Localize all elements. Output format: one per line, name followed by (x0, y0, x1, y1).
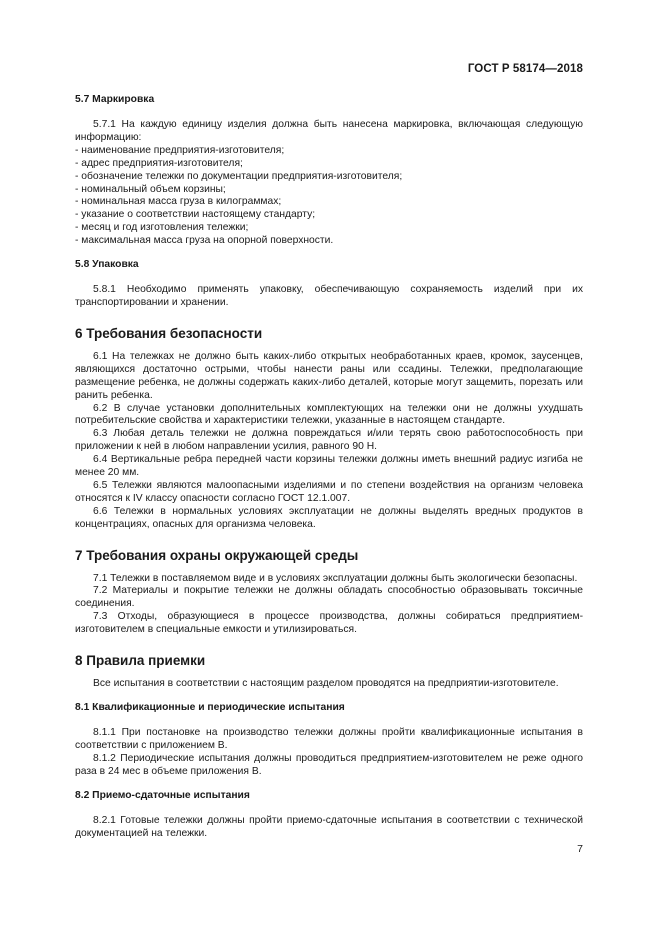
subsection-title-5-8: 5.8 Упаковка (75, 259, 139, 271)
paragraph-6-2: 6.2 В случае установки дополнительных комплектующих на тележки они не должны ухудшать потребительские свойства и характеристики тележки, указанные в настоящем стандарте. (75, 402, 583, 427)
list-item: - номинальный объем корзины; (75, 183, 226, 195)
list-item: - указание о соответствии настоящему стандарту; (75, 209, 316, 221)
paragraph-7-1: 7.1 Тележки в поставляемом виде и в условиях эксплуатации должны быть экологически безопасны. (93, 572, 578, 584)
list-item: - номинальная масса груза в килограммах; (75, 196, 282, 208)
paragraph-5-7-1: 5.7.1 На каждую единицу изделия должна быть нанесена маркировка, включающая следующую информацию: (75, 119, 583, 143)
page-number: 7 (577, 843, 583, 855)
subsection-title-5-7: 5.7 Маркировка (75, 94, 155, 105)
paragraph-6-1: 6.1 На тележках не должно быть каких-либо открытых необработанных краев, кромок, заусенцев, являющихся достаточно острыми, чтобы нанести раны или ссадины. Тележки, предполагающие размещение ребенка, не должны содержать каких-либо деталей, которые могут защемить, порезать или ранить ребенка. (75, 350, 583, 401)
subsection-title-8-1: 8.1 Квалификационные и периодические испытания (75, 702, 345, 713)
paragraph-7-3: 7.3 Отходы, образующиеся в процессе производства, должны собираться предприятием-изготовителем в специальные емкости и утилизироваться. (75, 611, 583, 636)
list-item: - обозначение тележки по документации предприятия-изготовителя; (75, 170, 403, 182)
list-item: - адрес предприятия-изготовителя; (75, 157, 243, 169)
subsection-title-8-2: 8.2 Приемо-сдаточные испытания (75, 789, 250, 801)
paragraph-7-2: 7.2 Материалы и покрытие тележки не должны обладать способностью образовывать токсичные соединения. (75, 585, 583, 610)
section-title-7: 7 Требования охраны окружающей среды (75, 547, 359, 563)
paragraph-8-intro: Все испытания в соответствии с настоящим разделом проводятся на предприятии-изготовителе. (93, 678, 559, 690)
paragraph-6-4: 6.4 Вертикальные ребра передней части корзины тележки должны иметь внешний радиус изгиба не менее 20 мм. (75, 454, 583, 479)
paragraph-6-6: 6.6 Тележки в нормальных условиях эксплуатации не должны выделять вредных продуктов в концентрациях, опасных для организма человека. (75, 505, 583, 530)
paragraph-6-3: 6.3 Любая деталь тележки не должна повреждаться и/или терять свою работоспособность при приложении к ней в любом направлении усилия, равного 90 Н. (75, 428, 583, 453)
paragraph-8-1-2: 8.1.2 Периодические испытания должны проводиться предприятием-изготовителем не реже одного раза в 24 мес в объеме приложения В. (75, 752, 583, 777)
section-title-8: 8 Правила приемки (75, 653, 206, 669)
section-title-6: 6 Требования безопасности (75, 325, 263, 341)
list-item: - месяц и год изготовления тележки; (75, 222, 249, 234)
list-item: - наименование предприятия-изготовителя; (75, 144, 285, 156)
paragraph-5-8-1: 5.8.1 Необходимо применять упаковку, обеспечивающую сохраняемость изделий при их транспортировании и хранении. (75, 284, 583, 308)
page-content (75, 94, 583, 840)
list-item: - максимальная масса груза на опорной поверхности. (75, 235, 334, 247)
marking-list (75, 145, 583, 248)
paragraph-8-2-1: 8.2.1 Готовые тележки должны пройти приемо-сдаточные испытания в соответствии с технической документацией на тележки. (75, 814, 583, 839)
paragraph-8-1-1: 8.1.1 При постановке на производство тележки должны пройти квалификационные испытания в соответствии с приложением В. (75, 727, 583, 751)
document-code: ГОСТ Р 58174—2018 (467, 63, 583, 75)
paragraph-6-5: 6.5 Тележки являются малоопасными изделиями и по степени воздействия на организм человека относятся к IV классу опасности согласно ГОСТ 12.1.007. (75, 479, 583, 504)
